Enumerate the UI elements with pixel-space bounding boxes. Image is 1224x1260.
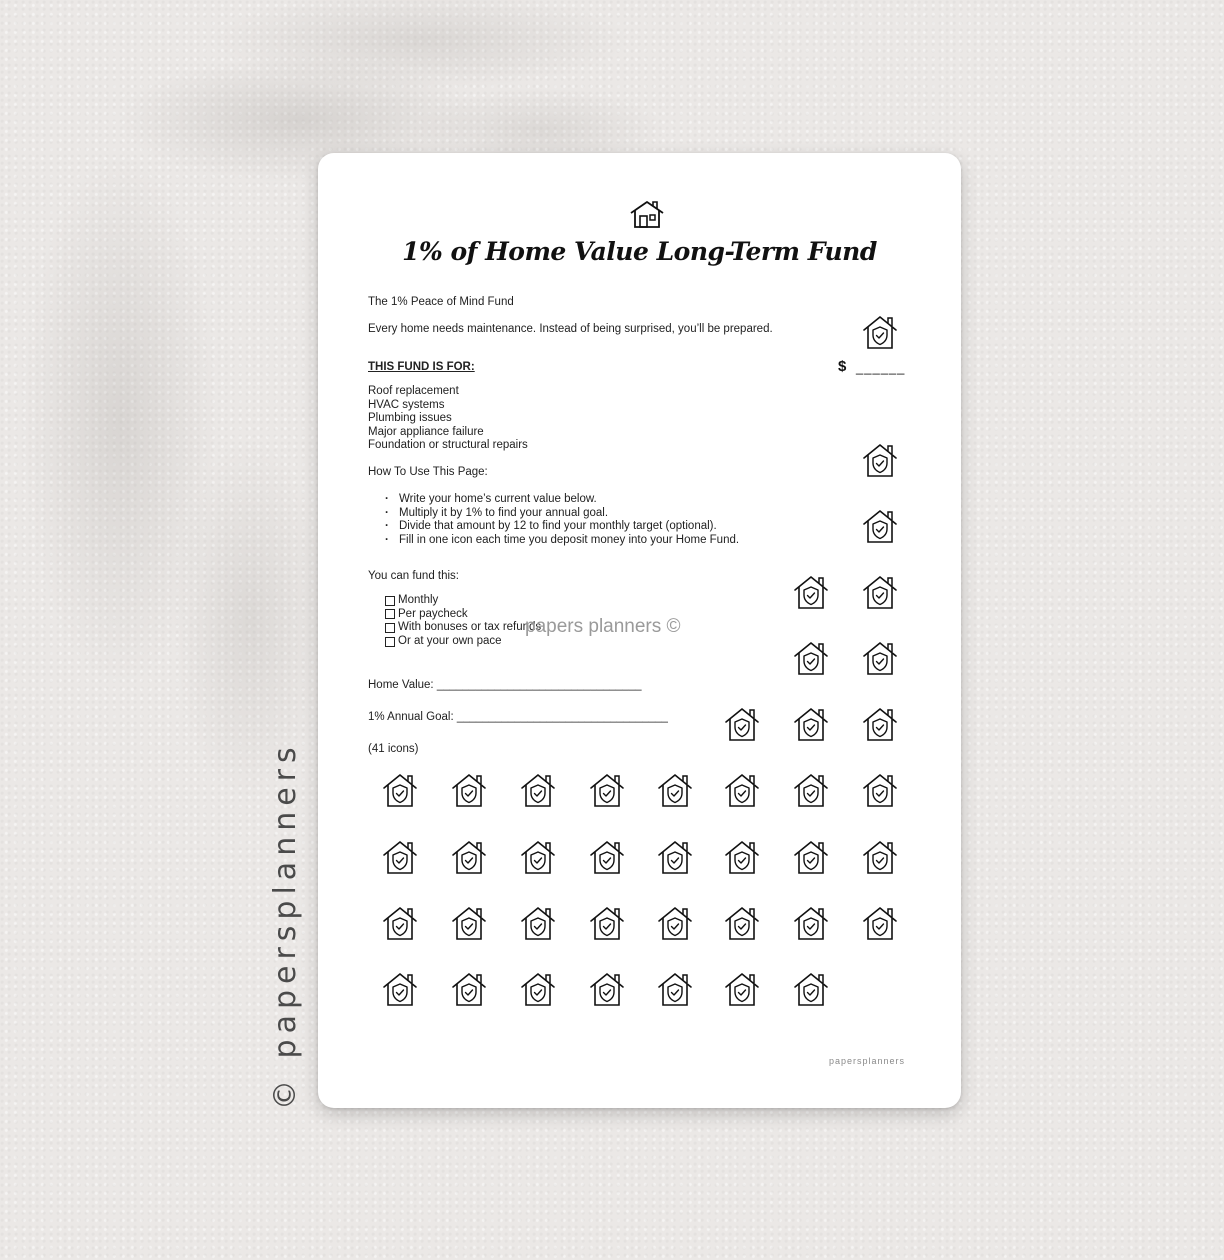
house-icon [629, 199, 665, 229]
list-item: HVAC systems [368, 398, 445, 411]
list-item: Foundation or structural repairs [368, 439, 528, 452]
house-shield-check-icon[interactable] [723, 771, 761, 809]
house-shield-check-icon[interactable] [656, 904, 694, 942]
house-shield-check-icon[interactable] [861, 838, 899, 876]
option-monthly[interactable] [385, 594, 541, 608]
checkbox[interactable] [385, 637, 395, 647]
house-shield-check-icon[interactable] [519, 838, 557, 876]
house-shield-check-icon[interactable] [792, 838, 830, 876]
list-item: · Fill in one icon each time you deposit money into your Home Fund. [385, 534, 739, 548]
house-shield-check-icon[interactable] [450, 970, 488, 1008]
house-shield-check-icon[interactable] [861, 705, 899, 743]
house-shield-check-icon[interactable] [519, 970, 557, 1008]
page-title: 1% of Home Value Long-Term Fund [402, 237, 877, 266]
house-shield-check-icon[interactable] [861, 904, 899, 942]
option-label: With bonuses or tax refunds [398, 621, 542, 634]
house-shield-check-icon[interactable] [381, 970, 419, 1008]
house-shield-check-icon[interactable] [861, 507, 899, 545]
footer-brand: papersplanners [828, 1056, 905, 1066]
goal-amount-blank[interactable]: ______ [856, 360, 906, 375]
planner-sheet [318, 153, 961, 1108]
icons-count: (41 icons) [368, 743, 419, 755]
list-item: · Multiply it by 1% to find your annual goal. [385, 507, 739, 521]
fund-for-list [368, 385, 528, 453]
watermark: papers planners © [525, 616, 681, 637]
house-shield-check-icon[interactable] [861, 639, 899, 677]
house-shield-check-icon[interactable] [861, 573, 899, 611]
house-shield-check-icon[interactable] [723, 970, 761, 1008]
list-item: · Divide that amount by 12 to find your monthly target (optional). [385, 520, 739, 534]
house-shield-check-icon[interactable] [723, 838, 761, 876]
house-shield-check-icon[interactable] [792, 771, 830, 809]
house-shield-check-icon[interactable] [792, 970, 830, 1008]
house-shield-check-icon[interactable] [381, 771, 419, 809]
house-shield-check-icon[interactable] [450, 904, 488, 942]
how-to-steps [385, 493, 739, 547]
house-shield-check-icon[interactable] [450, 771, 488, 809]
list-item: Roof replacement [368, 385, 459, 397]
house-shield-check-icon[interactable] [588, 970, 626, 1008]
house-shield-check-icon[interactable] [792, 573, 830, 611]
option-label: Or at your own pace [398, 634, 502, 647]
list-item: · Write your home’s current value below. [385, 493, 739, 507]
house-shield-check-icon[interactable] [588, 838, 626, 876]
fund-for-heading: THIS FUND IS FOR: [368, 361, 475, 373]
house-shield-check-icon[interactable] [588, 771, 626, 809]
house-shield-check-icon[interactable] [792, 904, 830, 942]
option-label: Per paycheck [398, 607, 468, 620]
side-brand-text: © papersplanners [268, 741, 303, 1110]
checkbox[interactable] [385, 596, 395, 606]
house-shield-check-icon[interactable] [656, 970, 694, 1008]
fund-subtitle: The 1% Peace of Mind Fund [368, 296, 514, 308]
currency-symbol: $ [838, 358, 847, 375]
house-shield-check-icon[interactable] [656, 771, 694, 809]
house-shield-check-icon[interactable] [792, 639, 830, 677]
how-to-heading: How To Use This Page: [368, 466, 488, 478]
list-item: Major appliance failure [368, 425, 484, 438]
option-per-paycheck[interactable] [385, 608, 541, 622]
house-shield-check-icon[interactable] [861, 771, 899, 809]
house-shield-check-icon[interactable] [861, 313, 899, 351]
checkbox[interactable] [385, 623, 395, 633]
option-label: Monthly [398, 594, 439, 606]
house-shield-check-icon[interactable] [381, 838, 419, 876]
funding-options [385, 594, 541, 648]
house-shield-check-icon[interactable] [588, 904, 626, 942]
house-shield-check-icon[interactable] [519, 904, 557, 942]
house-shield-check-icon[interactable] [656, 838, 694, 876]
house-shield-check-icon[interactable] [519, 771, 557, 809]
checkbox[interactable] [385, 609, 395, 619]
house-shield-check-icon[interactable] [723, 705, 761, 743]
funding-heading: You can fund this: [368, 570, 460, 582]
house-shield-check-icon[interactable] [792, 705, 830, 743]
house-shield-check-icon[interactable] [723, 904, 761, 942]
annual-goal-field[interactable]: 1% Annual Goal: _________________________________ [368, 711, 668, 723]
house-shield-check-icon[interactable] [381, 904, 419, 942]
house-shield-check-icon[interactable] [861, 441, 899, 479]
option-bonuses[interactable] [385, 621, 541, 635]
house-shield-check-icon[interactable] [450, 838, 488, 876]
list-item: Plumbing issues [368, 412, 452, 425]
fund-description: Every home needs maintenance. Instead of being surprised, you’ll be prepared. [368, 323, 773, 335]
home-value-field[interactable]: Home Value: ________________________________ [368, 679, 642, 691]
option-own-pace[interactable] [385, 635, 541, 649]
